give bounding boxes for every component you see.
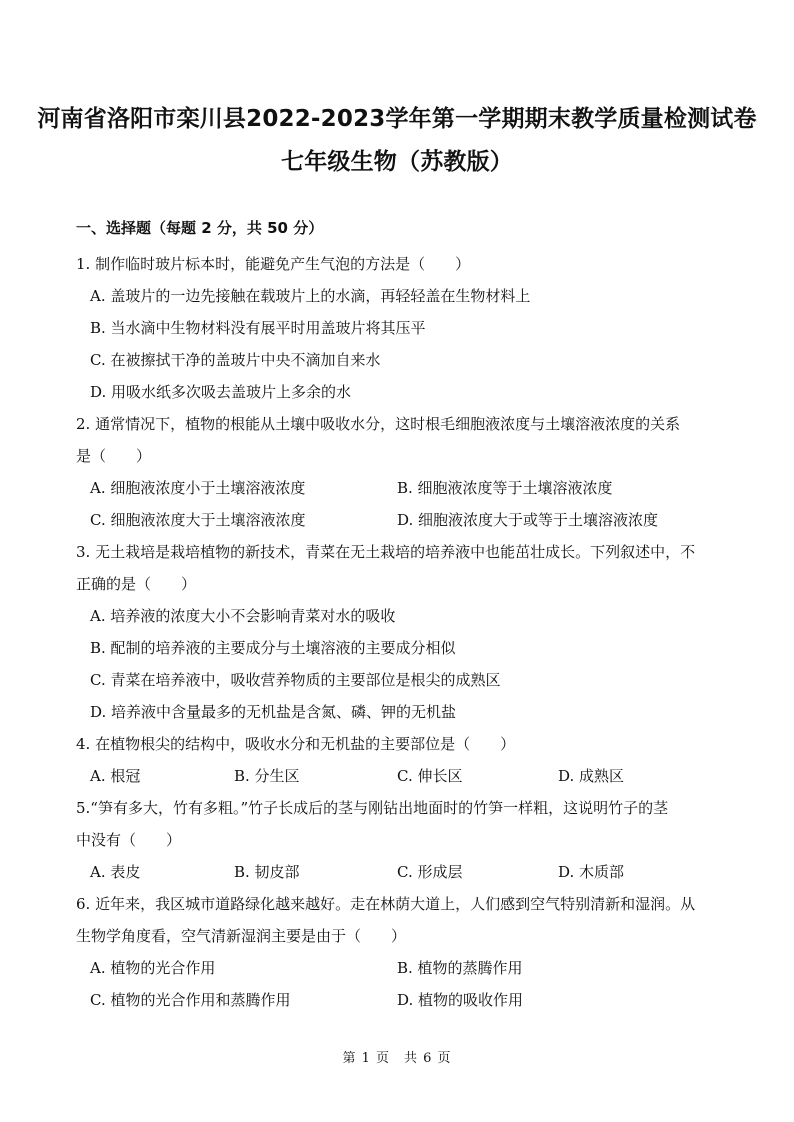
question-6-stem-line1: 6. 近年来，我区城市道路绿化越来越好。走在林荫大道上，人们感到空气特别清新和湿润。从 [76, 895, 696, 913]
question-4-option-b: B. 分生区 [234, 767, 300, 785]
question-2-stem-line1: 2. 通常情况下，植物的根能从土壤中吸收水分，这时根毛细胞液浓度与土壤溶液浓度的关系 [76, 415, 681, 433]
exam-title-line2: 七年级生物（苏教版） [281, 149, 513, 175]
question-2-option-c: C. 细胞液浓度大于土壤溶液浓度 [90, 511, 306, 529]
question-2-option-a: A. 细胞液浓度小于土壤溶液浓度 [90, 479, 306, 497]
question-4-option-c: C. 伸长区 [397, 767, 463, 785]
question-1-option-c: C. 在被擦拭干净的盖玻片中央不滴加自来水 [90, 351, 381, 369]
question-6-stem-line2: 生物学角度看，空气清新湿润主要是由于（ ） [76, 927, 407, 945]
question-6-option-a: A. 植物的光合作用 [90, 959, 216, 977]
question-2-option-d: D. 细胞液浓度大于或等于土壤溶液浓度 [397, 511, 659, 529]
question-1-stem: 1. 制作临时玻片标本时，能避免产生气泡的方法是（ ） [76, 255, 471, 273]
question-1-option-a: A. 盖玻片的一边先接触在载玻片上的水滴，再轻轻盖在生物材料上 [90, 287, 531, 305]
question-2-stem-line2: 是（ ） [76, 447, 152, 465]
section-heading: 一、选择题（每题 2 分，共 50 分） [76, 219, 324, 237]
question-1-option-b: B. 当水滴中生物材料没有展平时用盖玻片将其压平 [90, 319, 426, 337]
question-3-stem-line2: 正确的是（ ） [76, 575, 197, 593]
question-3-option-b: B. 配制的培养液的主要成分与土壤溶液的主要成分相似 [90, 639, 456, 657]
question-5-option-b: B. 韧皮部 [234, 863, 300, 881]
question-4-option-d: D. 成熟区 [558, 767, 625, 785]
question-5-option-c: C. 形成层 [397, 863, 463, 881]
question-3-option-c: C. 青菜在培养液中，吸收营养物质的主要部位是根尖的成熟区 [90, 671, 501, 689]
question-5-option-d: D. 木质部 [558, 863, 625, 881]
question-5-option-a: A. 表皮 [90, 863, 141, 881]
question-6-option-d: D. 植物的吸收作用 [397, 991, 524, 1009]
question-4-option-a: A. 根冠 [90, 767, 141, 785]
question-4-stem: 4. 在植物根尖的结构中，吸收水分和无机盐的主要部位是（ ） [76, 735, 516, 753]
question-2-option-b: B. 细胞液浓度等于土壤溶液浓度 [397, 479, 613, 497]
exam-title-line1: 河南省洛阳市栾川县2022-2023学年第一学期期末教学质量检测试卷 [37, 106, 757, 132]
question-5-stem-line1: 5.“笋有多大，竹有多粗。”竹子长成后的茎与刚钻出地面时的竹笋一样粗，这说明竹子的茎 [76, 799, 669, 817]
question-6-option-c: C. 植物的光合作用和蒸腾作用 [90, 991, 291, 1009]
question-5-stem-line2: 中没有（ ） [76, 831, 182, 849]
question-1-option-d: D. 用吸水纸多次吸去盖玻片上多余的水 [90, 383, 352, 401]
question-3-option-a: A. 培养液的浓度大小不会影响青菜对水的吸收 [90, 607, 396, 625]
question-3-option-d: D. 培养液中含量最多的无机盐是含氮、磷、钾的无机盐 [90, 703, 457, 721]
page-footer: 第 1 页 共 6 页 [342, 1051, 452, 1066]
question-6-option-b: B. 植物的蒸腾作用 [397, 959, 523, 977]
question-3-stem-line1: 3. 无土栽培是栽培植物的新技术，青菜在无土栽培的培养液中也能茁壮成长。下列叙述中，不 [76, 543, 696, 561]
